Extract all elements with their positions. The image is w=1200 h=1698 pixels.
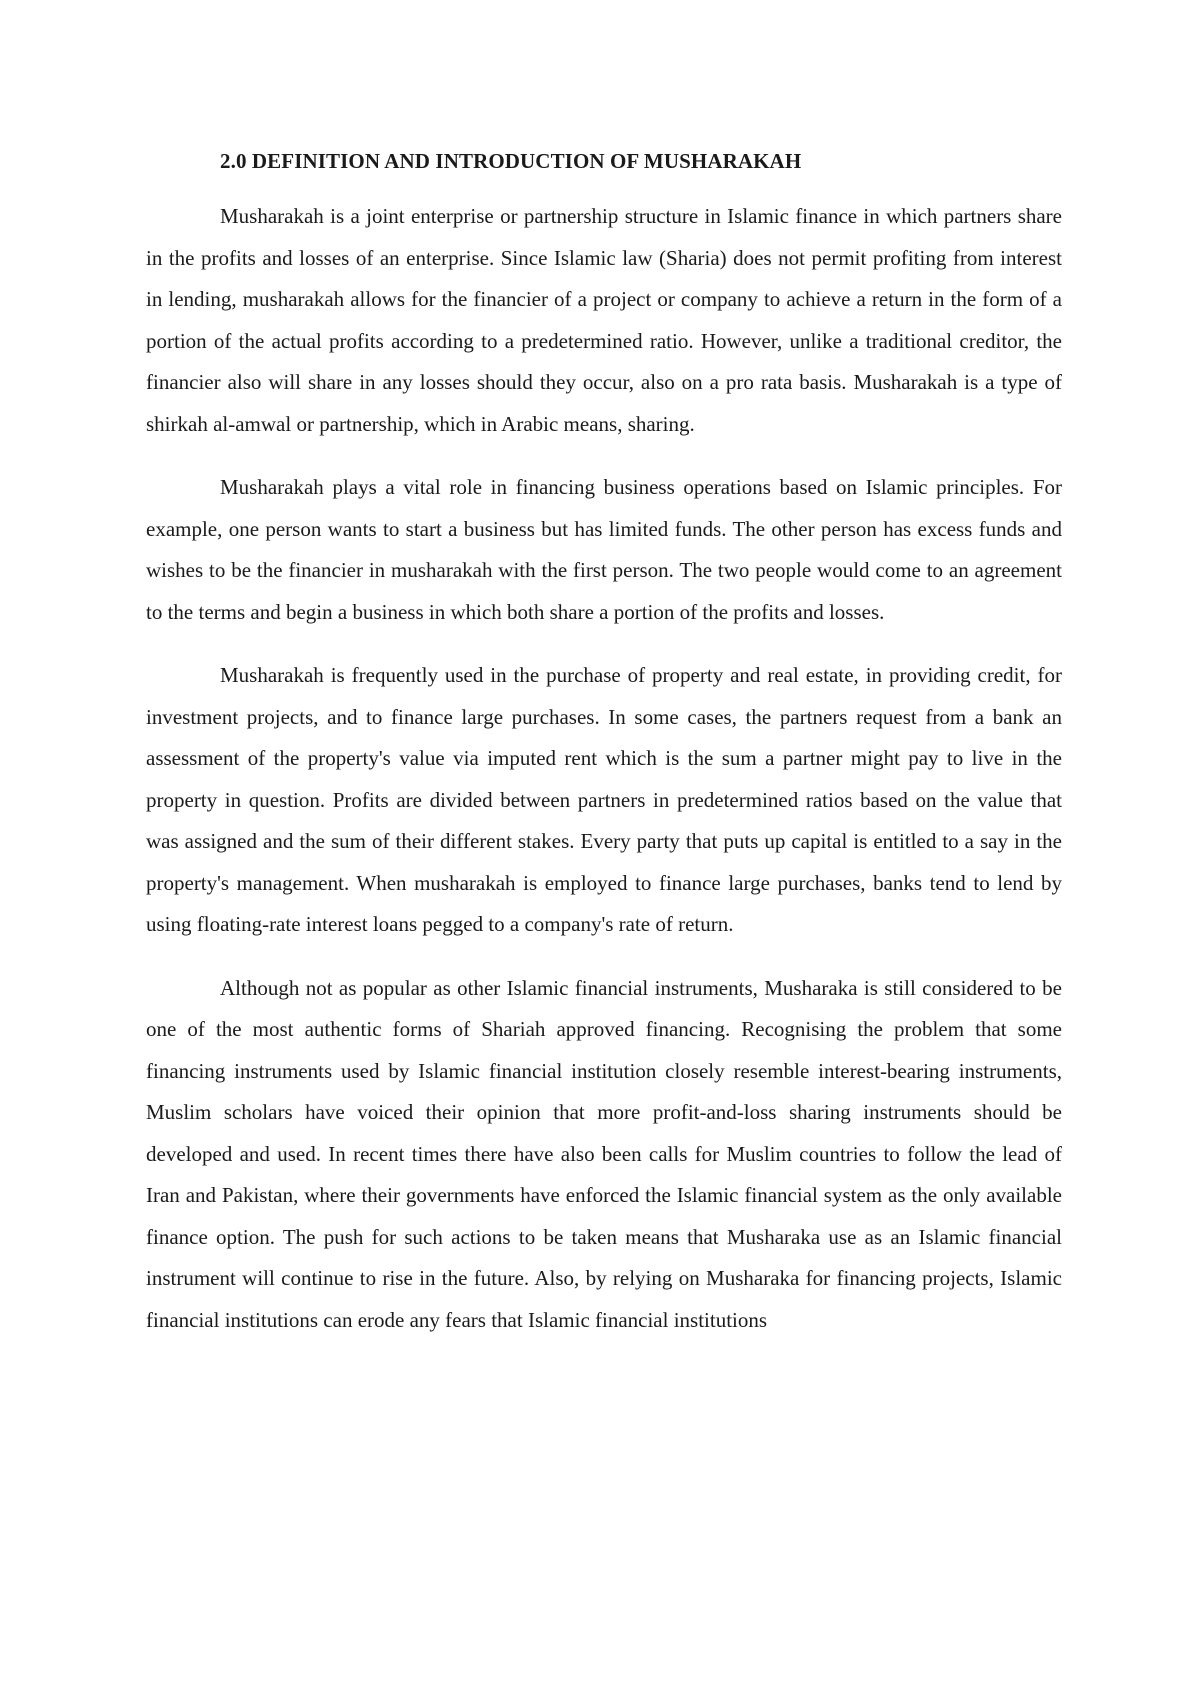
- paragraph-definition: Musharakah is a joint enterprise or partnership structure in Islamic finance in which partners share in the profits and losses of an enterprise. Since Islamic law (Sharia) does not permit profiting from interest in lending, musharakah allows for the financier of a project or company to achieve a return in the form of a portion of the actual profits according to a predetermined ratio. However, unlike a traditional creditor, the financier also will share in any losses should they occur, also on a pro rata basis. Musharakah is a type of shirkah al-amwal or partnership, which in Arabic means, sharing.: [146, 204, 1062, 436]
- paragraph-role: Musharakah plays a vital role in financing business operations based on Islamic principles. For example, one person wants to start a business but has limited funds. The other person has excess funds and wishes to be the financier in musharakah with the first person. The two people would come to an agreement to the terms and begin a business in which both share a portion of the profits and losses.: [146, 475, 1062, 624]
- paragraph-usage: Musharakah is frequently used in the purchase of property and real estate, in providing credit, for investment projects, and to finance large purchases. In some cases, the partners request from a bank an assessment of the property's value via imputed rent which is the sum a partner might pay to live in the property in question. Profits are divided between partners in predetermined ratios based on the value that was assigned and the sum of their different stakes. Every party that puts up capital is entitled to a say in the property's management. When musharakah is employed to finance large purchases, banks tend to lend by using floating-rate interest loans pegged to a company's rate of return.: [146, 663, 1062, 936]
- paragraph-popularity: Although not as popular as other Islamic financial instruments, Musharaka is still considered to be one of the most authentic forms of Shariah approved financing. Recognising the problem that some financing instruments used by Islamic financial institution closely resemble interest-bearing instruments, Muslim scholars have voiced their opinion that more profit-and-loss sharing instruments should be developed and used. In recent times there have also been calls for Muslim countries to follow the lead of Iran and Pakistan, where their governments have enforced the Islamic financial system as the only available finance option. The push for such actions to be taken means that Musharaka use as an Islamic financial instrument will continue to rise in the future. Also, by relying on Musharaka for financing projects, Islamic financial institutions can erode any fears that Islamic financial institutions: [146, 975, 1062, 1332]
- document-body: [146, 146, 1062, 1363]
- section-heading: 2.0 DEFINITION AND INTRODUCTION OF MUSHARAKAH: [220, 149, 802, 173]
